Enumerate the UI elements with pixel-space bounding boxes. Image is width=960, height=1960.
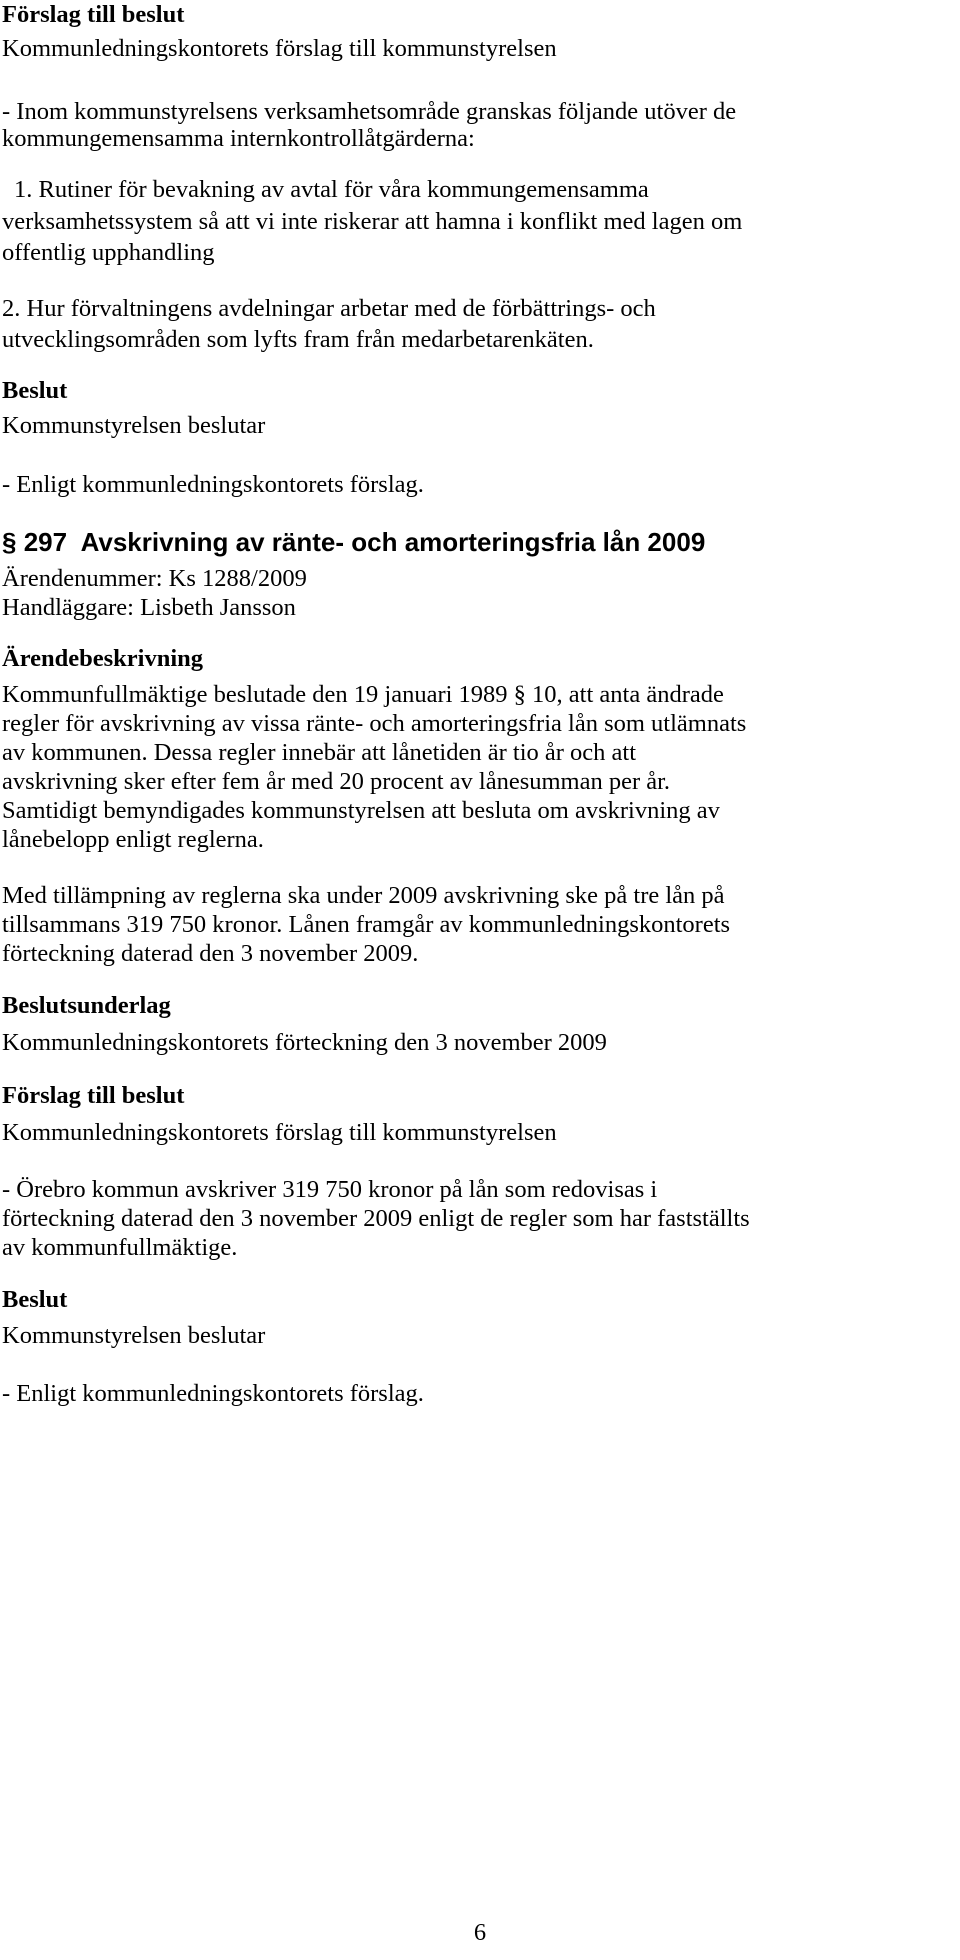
description-line-6: lånebelopp enligt reglerna. [2,826,264,853]
item1-line-3: offentlig upphandling [2,239,215,266]
item2-line-1: 2. Hur förvaltningens avdelningar arbetar med de förbättrings- och [2,295,656,322]
decision-body-2: Kommunstyrelsen beslutar [2,1322,266,1349]
item1-line-2: verksamhetssystem så att vi inte riskerar att hamna i konflikt med lagen om [2,208,743,235]
proposal-heading-2: Förslag till beslut [2,1082,185,1109]
intro-line-1: - Inom kommunstyrelsens verksamhetsområde granskas följande utöver de [2,98,737,125]
item1-line-1: 1. Rutiner för bevakning av avtal för våra kommungemensamma [14,176,649,203]
basis-heading: Beslutsunderlag [2,992,171,1019]
description-heading: Ärendebeskrivning [2,645,204,672]
section-symbol: § [2,527,17,557]
application-line-2: tillsammans 319 750 kronor. Lånen framgår av kommunledningskontorets [2,911,731,938]
basis-text: Kommunledningskontorets förteckning den 3 november 2009 [2,1029,607,1056]
proposal-body-2: Kommunledningskontorets förslag till kommunstyrelsen [2,1119,557,1146]
case-number: Ärendenummer: Ks 1288/2009 [2,565,307,592]
page-number: 6 [473,1919,487,1946]
description-line-3: av kommunen. Dessa regler innebär att lånetiden är tio år och att [2,739,637,766]
description-line-5: Samtidigt bemyndigades kommunstyrelsen att besluta om avskrivning av [2,797,720,824]
section-title [2,527,705,557]
decision-text-2: - Enligt kommunledningskontorets förslag. [2,1380,424,1407]
proposal-line-1: - Örebro kommun avskriver 319 750 kronor på lån som redovisas i [2,1176,658,1203]
decision-body-1: Kommunstyrelsen beslutar [2,412,266,439]
description-line-2: regler för avskrivning av vissa ränte- och amorteringsfria lån som utlämnats [2,710,747,737]
decision-heading-1: Beslut [2,377,68,404]
item2-line-2: utvecklingsområden som lyfts fram från medarbetarenkäten. [2,326,594,353]
section-title-text: 297 Avskrivning av ränte- och amorteringsfria lån 2009 [23,527,706,557]
description-line-4: avskrivning sker efter fem år med 20 procent av lånesumman per år. [2,768,671,795]
intro-line-2: kommungemensamma internkontrollåtgärderna: [2,125,475,152]
proposer-line-1: Kommunledningskontorets förslag till kommunstyrelsen [2,35,557,62]
proposal-line-2: förteckning daterad den 3 november 2009 enligt de regler som har fastställts [2,1205,750,1232]
handler: Handläggare: Lisbeth Jansson [2,594,296,621]
description-line-1: Kommunfullmäktige beslutade den 19 januari 1989 § 10, att anta ändrade [2,681,724,708]
decision-heading-2: Beslut [2,1286,68,1313]
decision-text-1: - Enligt kommunledningskontorets förslag. [2,471,424,498]
proposal-heading-1: Förslag till beslut [2,1,185,28]
application-line-1: Med tillämpning av reglerna ska under 2009 avskrivning ske på tre lån på [2,882,725,909]
proposal-line-3: av kommunfullmäktige. [2,1234,238,1261]
application-line-3: förteckning daterad den 3 november 2009. [2,940,419,967]
